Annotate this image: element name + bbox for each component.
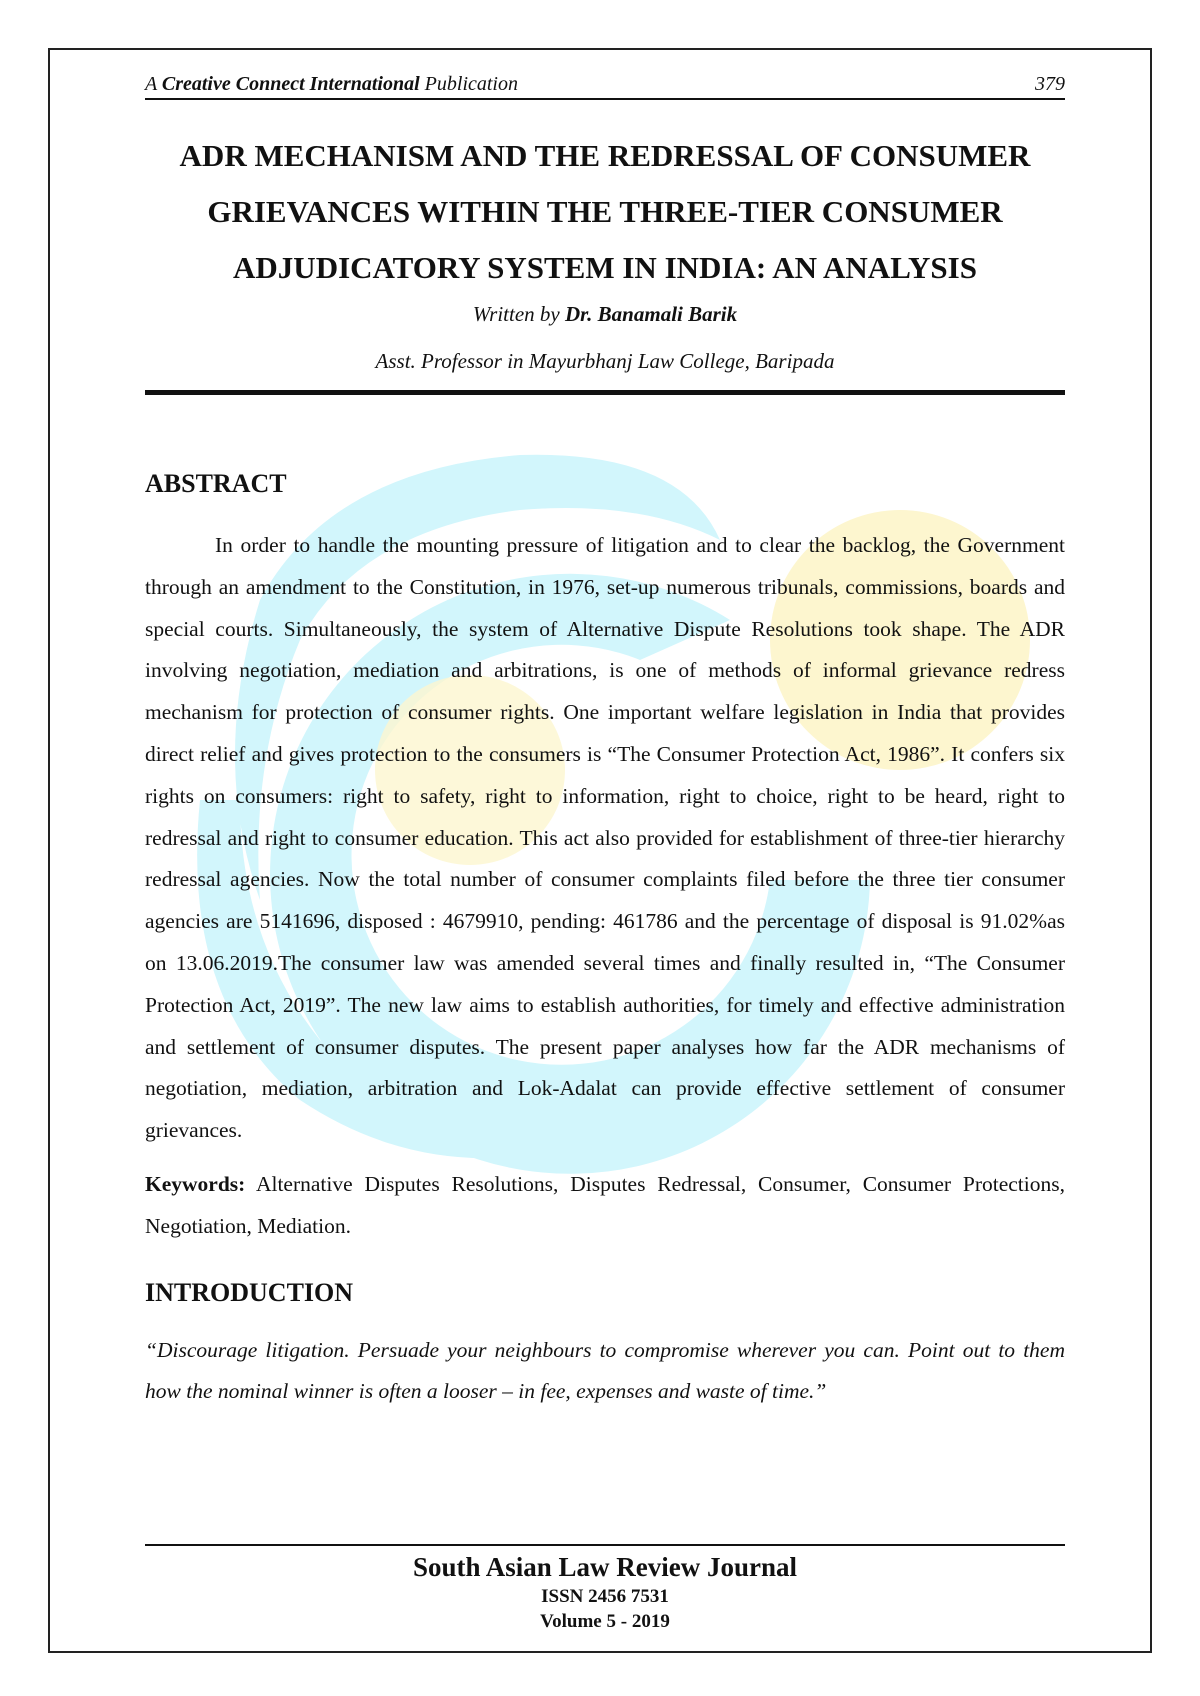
- page-footer: [145, 1544, 1065, 1633]
- paper-title: [145, 128, 1065, 296]
- title-divider: [145, 390, 1065, 395]
- abstract-heading: ABSTRACT: [145, 469, 287, 498]
- keywords-label: Keywords:: [145, 1171, 246, 1196]
- title-line-1: ADR MECHANISM AND THE REDRESSAL OF CONSUMER: [179, 138, 1031, 173]
- author-name: Dr. Banamali Barik: [565, 302, 738, 326]
- abstract-paragraph: In order to handle the mounting pressure of litigation and to clear the backlog, the Government through an amendment to the Constitution, in 1976, set-up numerous tribunals, commissions, boards and special courts. Simultaneously, the system of Alternative Dispute Resolutions took shape. The ADR involving negotiation, mediation and arbitrations, is one of methods of informal grievance redress mechanism for protection of consumer rights. One important welfare legislation in India that provides direct relief and gives protection to the consumers is “The Consumer Protection Act, 1986”. It confers six rights on consumers: right to safety, right to information, right to choice, right to be heard, right to redressal and right to consumer education. This act also provided for establishment of three-tier hierarchy redressal agencies. Now the total number of consumer complaints filed before the three tier consumer agencies are 5141696, disposed : 4679910, pending: 461786 and the percentage of disposal is 91.02%as on 13.06.2019.The consumer law was amended several times and finally resulted in, “The Consumer Protection Act, 2019”. The new law aims to establish authorities, for timely and effective administration and settlement of consumer disputes. The present paper analyses how far the ADR mechanisms of negotiation, mediation, arbitration and Lok-Adalat can provide effective settlement of consumer grievances.: [145, 533, 1065, 1143]
- journal-name: South Asian Law Review Journal: [412, 1552, 798, 1582]
- title-line-2: GRIEVANCES WITHIN THE THREE-TIER CONSUMER: [207, 194, 1003, 229]
- publisher-name: Creative Connect International: [161, 73, 420, 95]
- introduction-quote: “Discourage litigation. Persuade your neighbours to compromise wherever you can. Point out to them how the nominal winner is often a looser – in fee, expenses and waste of time.”: [145, 1337, 1065, 1404]
- author-affiliation: Asst. Professor in Mayurbhanj Law College, Baripada: [375, 349, 835, 373]
- paper-content: [145, 66, 1065, 1413]
- byline: Written by Dr. Banamali Barik: [472, 302, 738, 326]
- keywords: [145, 1164, 1065, 1248]
- keywords-list: Alternative Disputes Resolutions, Disputes Redressal, Consumer, Consumer Protections, Negotiation, Mediation.: [145, 1171, 1065, 1238]
- page-number: 379: [1035, 73, 1065, 95]
- journal-volume: Volume 5 - 2019: [540, 1611, 670, 1632]
- journal-issn: ISSN 2456 7531: [541, 1586, 669, 1607]
- introduction-heading: INTRODUCTION: [145, 1277, 354, 1307]
- title-line-3: ADJUDICATORY SYSTEM IN INDIA: AN ANALYSIS: [233, 250, 977, 285]
- publication-line: A Creative Connect International Publication: [145, 73, 518, 95]
- running-head: [145, 66, 1065, 100]
